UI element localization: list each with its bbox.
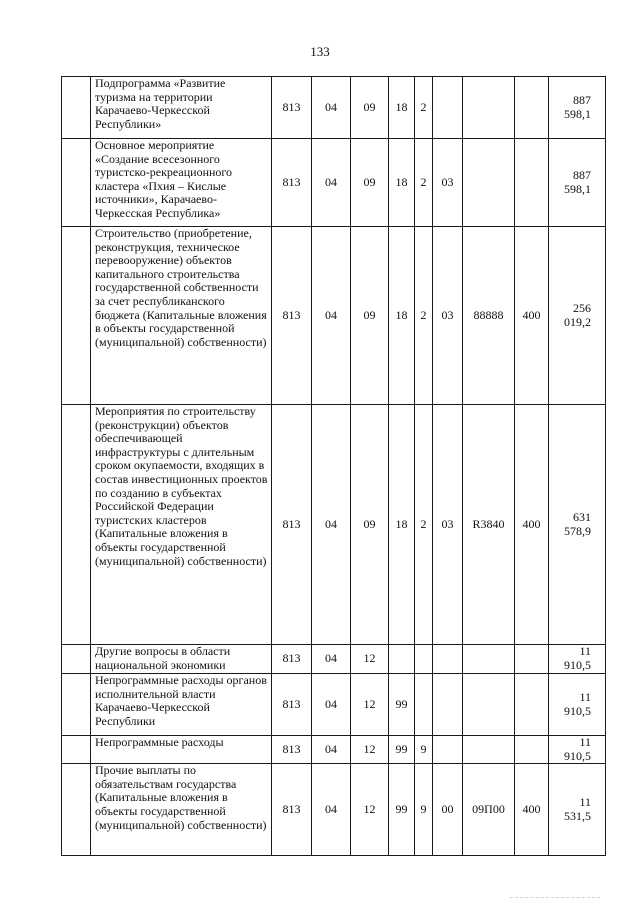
table-row xyxy=(62,227,606,405)
row-code-2: 04 xyxy=(312,674,351,736)
row-code-3: 12 xyxy=(351,764,389,856)
row-code-6: 03 xyxy=(433,227,463,405)
row-code-4: 99 xyxy=(389,764,415,856)
row-name: Другие вопросы в области национальной экономики xyxy=(91,645,272,674)
row-code-6 xyxy=(433,736,463,764)
row-amount: 11 910,5 xyxy=(549,674,606,736)
row-code-3: 12 xyxy=(351,736,389,764)
row-code-4: 18 xyxy=(389,139,415,227)
row-code-8: 400 xyxy=(515,405,549,645)
row-blank-cell xyxy=(62,77,91,139)
row-code-4 xyxy=(389,645,415,674)
row-amount: 887 598,1 xyxy=(549,77,606,139)
row-code-5: 2 xyxy=(415,227,433,405)
row-code-8: 400 xyxy=(515,227,549,405)
row-code-1: 813 xyxy=(272,227,312,405)
row-name: Мероприятия по строительству (реконструкции) объектов обеспечивающей инфраструктуры с длительным сроком окупаемости, входящих в состав инвестиционных проектов по созданию в субъектах Российской Федерации туристских кластеров (Капитальные вложения в объекты государственной (муниципальной) собственности) xyxy=(91,405,272,645)
row-code-6: 03 xyxy=(433,405,463,645)
row-code-1: 813 xyxy=(272,139,312,227)
row-blank-cell xyxy=(62,645,91,674)
table-row xyxy=(62,139,606,227)
row-amount: 11 910,5 xyxy=(549,736,606,764)
row-code-5 xyxy=(415,674,433,736)
table-row xyxy=(62,77,606,139)
row-code-8: 400 xyxy=(515,764,549,856)
row-code-8 xyxy=(515,77,549,139)
row-code-5: 9 xyxy=(415,736,433,764)
row-code-7 xyxy=(463,139,515,227)
budget-table xyxy=(61,76,606,856)
row-blank-cell xyxy=(62,764,91,856)
row-code-8 xyxy=(515,674,549,736)
row-code-1: 813 xyxy=(272,674,312,736)
row-blank-cell xyxy=(62,405,91,645)
table-row xyxy=(62,674,606,736)
row-code-8 xyxy=(515,645,549,674)
row-code-1: 813 xyxy=(272,77,312,139)
row-code-7 xyxy=(463,77,515,139)
row-code-6: 00 xyxy=(433,764,463,856)
row-name: Прочие выплаты по обязательствам государства (Капитальные вложения в объекты государственной (муниципальной) собственности) xyxy=(91,764,272,856)
row-code-2: 04 xyxy=(312,227,351,405)
row-name: Основное мероприятие «Создание всесезонного туристско-рекреационного кластера «Пхия – Кислые источники», Карачаево-Черкесская Республика» xyxy=(91,139,272,227)
row-code-1: 813 xyxy=(272,405,312,645)
row-blank-cell xyxy=(62,674,91,736)
row-code-3: 12 xyxy=(351,645,389,674)
table-row xyxy=(62,764,606,856)
row-code-4: 99 xyxy=(389,736,415,764)
row-code-5: 9 xyxy=(415,764,433,856)
page-number: 133 xyxy=(310,44,330,59)
row-amount: 11 910,5 xyxy=(549,645,606,674)
row-code-2: 04 xyxy=(312,736,351,764)
row-blank-cell xyxy=(62,139,91,227)
row-code-5 xyxy=(415,645,433,674)
row-code-3: 09 xyxy=(351,139,389,227)
row-code-7 xyxy=(463,645,515,674)
row-code-2: 04 xyxy=(312,139,351,227)
row-code-7 xyxy=(463,674,515,736)
row-code-4: 18 xyxy=(389,405,415,645)
table-row xyxy=(62,405,606,645)
row-code-7: R3840 xyxy=(463,405,515,645)
row-code-5: 2 xyxy=(415,139,433,227)
row-code-8 xyxy=(515,139,549,227)
row-code-3: 12 xyxy=(351,674,389,736)
row-code-1: 813 xyxy=(272,645,312,674)
row-code-2: 04 xyxy=(312,405,351,645)
row-amount: 887 598,1 xyxy=(549,139,606,227)
row-code-2: 04 xyxy=(312,77,351,139)
row-code-1: 813 xyxy=(272,764,312,856)
row-code-4: 18 xyxy=(389,227,415,405)
scan-edge-mark xyxy=(510,897,600,898)
row-code-5: 2 xyxy=(415,405,433,645)
row-code-7: 88888 xyxy=(463,227,515,405)
row-amount: 631 578,9 xyxy=(549,405,606,645)
row-code-3: 09 xyxy=(351,227,389,405)
row-code-1: 813 xyxy=(272,736,312,764)
row-name: Строительство (приобретение, реконструкция, техническое перевооружение) объектов капитального строительства государственной собственности за счет республиканского бюджета (Капитальные вложения в объекты государственной (муниципальной) собственности) xyxy=(91,227,272,405)
row-code-7: 09П00 xyxy=(463,764,515,856)
row-code-4: 99 xyxy=(389,674,415,736)
row-name: Подпрограмма «Развитие туризма на территории Карачаево-Черкесской Республики» xyxy=(91,77,272,139)
table-row xyxy=(62,736,606,764)
row-code-6: 03 xyxy=(433,139,463,227)
row-code-2: 04 xyxy=(312,645,351,674)
row-name: Непрограммные расходы xyxy=(91,736,272,764)
row-blank-cell xyxy=(62,736,91,764)
row-code-7 xyxy=(463,736,515,764)
row-code-3: 09 xyxy=(351,405,389,645)
row-amount: 256 019,2 xyxy=(549,227,606,405)
row-code-3: 09 xyxy=(351,77,389,139)
row-name: Непрограммные расходы органов исполнительной власти Карачаево-Черкесской Республики xyxy=(91,674,272,736)
row-code-6 xyxy=(433,645,463,674)
row-code-6 xyxy=(433,77,463,139)
row-blank-cell xyxy=(62,227,91,405)
row-code-2: 04 xyxy=(312,764,351,856)
row-code-4: 18 xyxy=(389,77,415,139)
row-code-8 xyxy=(515,736,549,764)
row-code-6 xyxy=(433,674,463,736)
table-row xyxy=(62,645,606,674)
row-amount: 11 531,5 xyxy=(549,764,606,856)
row-code-5: 2 xyxy=(415,77,433,139)
